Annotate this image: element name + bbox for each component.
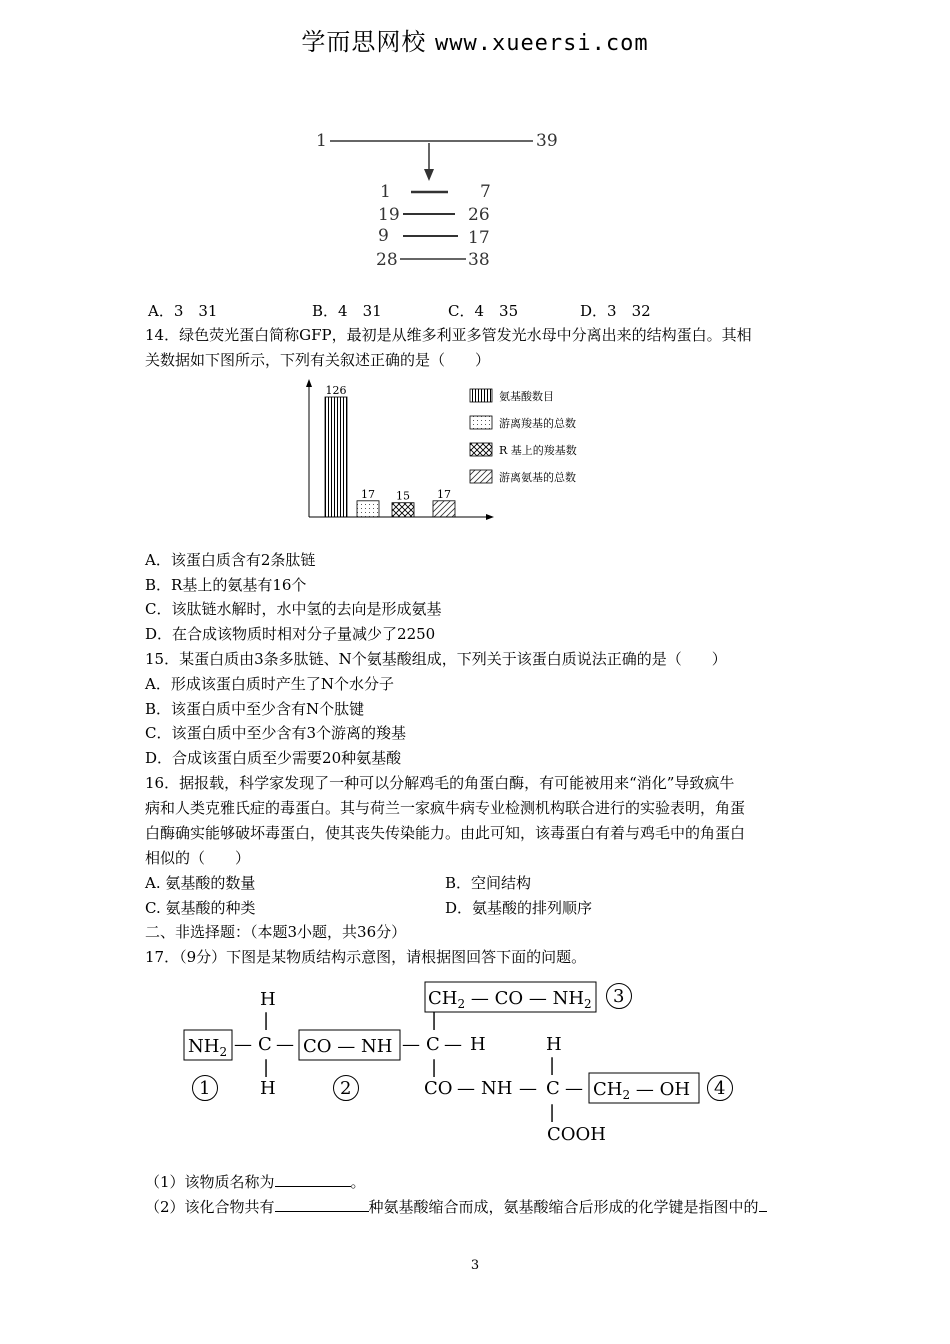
page-header [0,22,950,57]
bond-v-6: | [549,1102,556,1123]
q16-line2: 病和人类克雅氏症的毒蛋白。其与荷兰一家疯牛病专业检测机构联合进行的实验表明，角蛋 [145,799,746,817]
arrow-down-icon [424,169,434,181]
q16-line1: 16．据报载，科学家发现了一种可以分解鸡毛的角蛋白酶，有可能被用来“消化”导致疯牛 [145,774,735,792]
q14-option-d: D．在合成该物质时相对分子量减少了2250 [145,625,436,643]
structural-formula [170,978,760,1150]
x-axis-arrow-icon [486,514,494,520]
q13-option-b: B．4 31 [312,302,382,320]
q14-stem-line2: 关数据如下图所示，下列有关叙述正确的是（ ） [145,351,491,369]
bond-7: — [565,1078,583,1099]
bond-v-3: | [431,1010,438,1031]
legend-label-3: R 基上的羧基数 [499,444,577,457]
h-bottom-1: H [260,1078,276,1099]
num-4: 4 [714,1078,726,1099]
bond-3: — [402,1034,420,1055]
fragment-top-right-label: 39 [536,131,558,151]
ch2-3-label: $CH_2$ — CO — $NH_2$ [428,988,592,1011]
q16-line4: 相似的（ ） [145,849,251,867]
bar-1 [325,397,347,517]
c-2: C [426,1034,440,1055]
nh-3: NH [481,1078,513,1099]
q15-option-a: A．形成该蛋白质时产生了N个水分子 [145,675,394,693]
q17-sub1 [145,1170,366,1194]
q15-stem: 15．某蛋白质由3条多肽链、N个氨基酸组成，下列关于该蛋白质说法正确的是（ ） [145,650,727,668]
bar-value-label-1: 126 [325,384,347,397]
ch2-oh-4-label: $CH_2$ — OH [593,1079,691,1102]
peptide-fragment-figure [300,125,580,275]
q15-option-b: B．该蛋白质中至少含有N个肽键 [145,700,365,718]
nh2-1-label: $NH_2$ [188,1036,228,1059]
legend-label-4: 游离氨基的总数 [499,471,576,484]
frag2-right: 26 [468,205,490,225]
header-school: 学而思网校 [301,28,427,56]
num-3: 3 [613,986,625,1007]
frag1-left: 1 [380,182,391,202]
cooh: COOH [547,1124,606,1145]
q16-option-c: C. 氨基酸的种类 [145,899,256,917]
legend-swatch-4 [470,470,492,483]
q16-option-d: D．氨基酸的排列顺序 [445,899,593,917]
bar-value-label-3: 15 [396,489,410,503]
bar-2 [357,501,379,517]
q15-option-d: D．合成该蛋白质至少需要20种氨基酸 [145,749,402,767]
q13-option-d: D．3 32 [580,302,651,320]
q17-sub1-prefix: （1）该物质名称为 [145,1173,275,1191]
q16-option-b: B．空间结构 [445,874,532,892]
h-top-3: H [546,1034,562,1055]
y-axis-arrow-icon [306,379,312,387]
h-top-1: H [260,989,276,1010]
frag2-left: 19 [378,205,400,225]
q14-stem-line1: 14．绿色荧光蛋白简称GFP，最初是从维多利亚多管发光水母中分离出来的结构蛋白。其相 [145,326,752,344]
bond-5: — [457,1078,475,1099]
legend-label-1: 氨基酸数目 [499,390,554,403]
q13-option-c: C．4 35 [448,302,519,320]
bond-v-4: | [431,1057,438,1078]
frag4-right: 38 [468,250,490,270]
bond-2: — [276,1034,294,1055]
bar-value-label-2: 17 [361,487,375,501]
q16-line3: 白酶确实能够破坏毒蛋白，使其丧失传染能力。由此可知，该毒蛋白有着与鸡毛中的角蛋白 [145,824,746,842]
answer-blank-2[interactable] [275,1195,369,1212]
co-3: CO [424,1078,453,1099]
legend-swatch-1 [470,389,492,402]
q17-sub2-prefix: （2）该化合物共有 [145,1198,275,1216]
answer-blank-1[interactable] [275,1170,351,1187]
fragment-top-left-label: 1 [316,131,327,151]
bar-4 [433,501,455,517]
bond-v-2: | [263,1057,270,1078]
section2-heading: 二、非选择题：（本题3小题，共36分） [145,923,407,941]
h-c2: H [470,1034,486,1055]
q14-option-a: A．该蛋白质含有2条肽链 [145,551,316,569]
q17-sub2-suffix: 种氨基酸缩合而成，氨基酸缩合后形成的化学键是指图中的 [368,1198,759,1216]
q13-option-a: A．3 31 [148,302,218,320]
bond-6: — [519,1078,537,1099]
q14-option-c: C．该肽链水解时，水中氢的去向是形成氨基 [145,600,442,618]
frag4-left: 28 [376,250,398,270]
q17-stem: 17．（9分）下图是某物质结构示意图，请根据图回答下面的问题。 [145,948,587,966]
header-url: www.xueersi.com [434,31,649,56]
c-1: C [258,1034,272,1055]
legend-label-2: 游离羧基的总数 [499,417,576,430]
legend-swatch-3 [470,443,492,456]
gfp-bar-chart [300,375,610,530]
bond-v-1: | [263,1010,270,1031]
bond-4: — [444,1034,462,1055]
q16-option-a: A. 氨基酸的数量 [145,874,256,892]
num-1: 1 [199,1078,211,1099]
q17-sub2 [145,1195,767,1219]
q15-option-c: C．该蛋白质中至少含有3个游离的羧基 [145,724,407,742]
page-number: 3 [470,1258,480,1273]
q17-sub1-suffix: 。 [350,1173,366,1191]
bar-value-label-4: 17 [437,487,451,501]
bond-1: — [234,1034,252,1055]
c-3: C [546,1078,560,1099]
q14-option-b: B．R基上的氨基有16个 [145,576,307,594]
bar-3 [392,503,414,517]
frag1-right: 7 [480,182,491,202]
frag3-left: 9 [378,226,389,246]
co-nh-2-label: CO — NH [303,1036,393,1057]
frag3-right: 17 [468,228,490,248]
legend-swatch-2 [470,416,492,429]
num-2: 2 [340,1078,352,1099]
bond-v-5: | [549,1055,556,1076]
answer-blank-3[interactable] [759,1195,767,1212]
